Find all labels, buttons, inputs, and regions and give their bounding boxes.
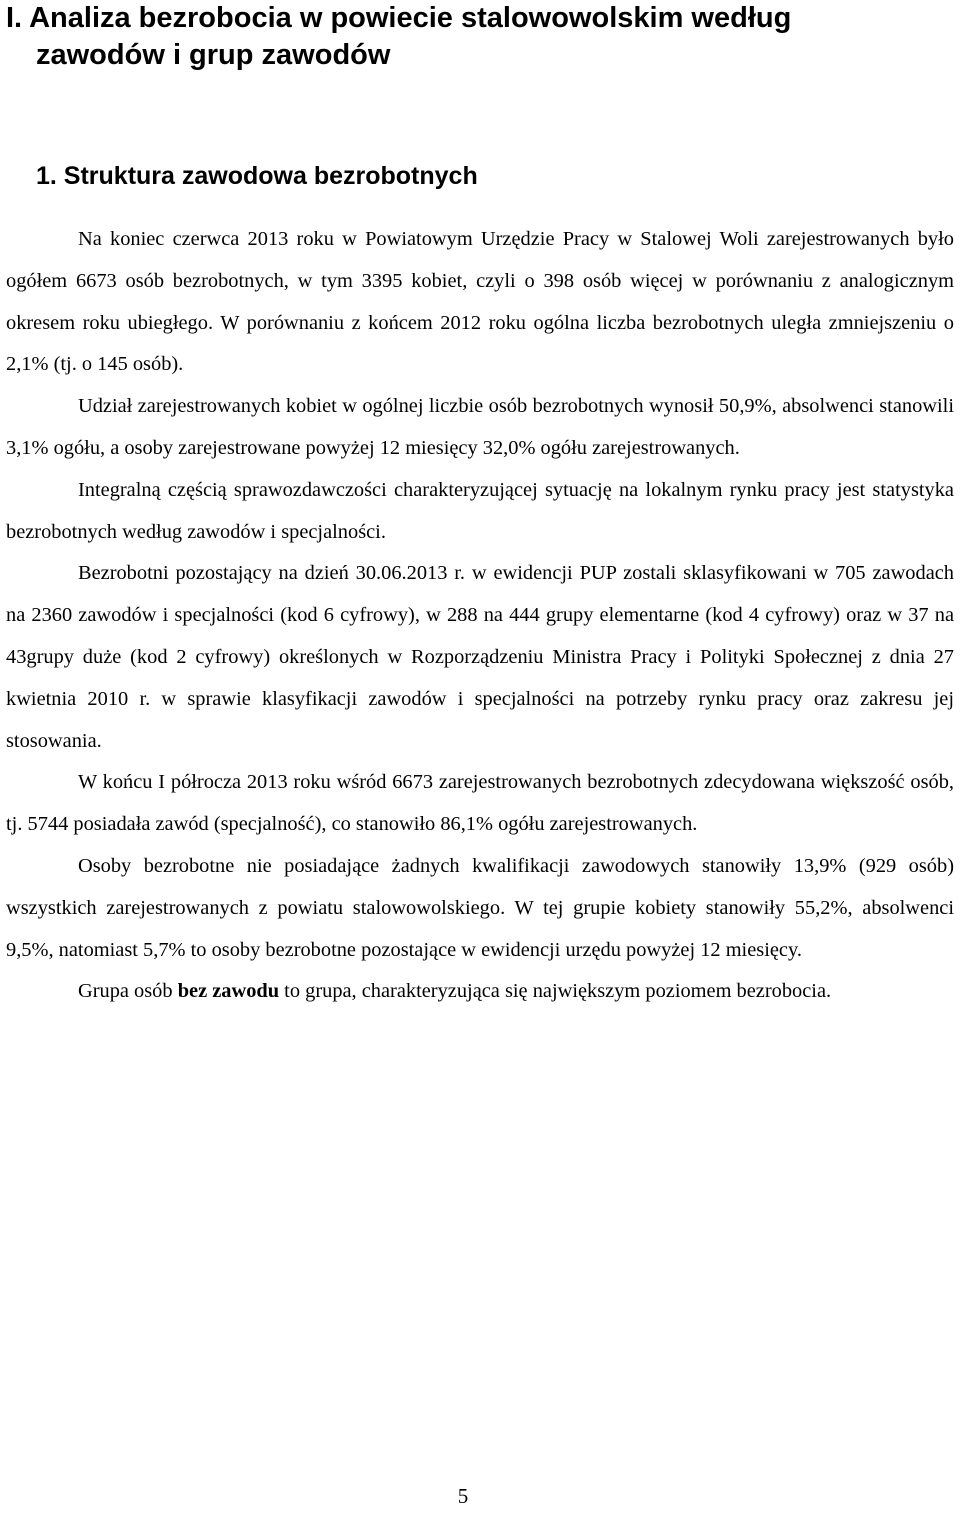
paragraph-7 xyxy=(6,971,954,1013)
paragraph-3: Integralną częścią sprawozdawczości charakteryzującej sytuację na lokalnym rynku pracy jest statystyka bezrobotnych według zawodów i specjalności. xyxy=(6,478,954,543)
body-text xyxy=(6,219,954,1013)
paragraph-7-start: Grupa osób xyxy=(78,980,178,1003)
chapter-heading-line2: zawodów i grup zawodów xyxy=(36,39,391,71)
paragraph-2: Udział zarejestrowanych kobiet w ogólnej liczbie osób bezrobotnych wynosił 50,9%, absolwenci stanowili 3,1% ogółu, a osoby zarejestrowane powyżej 12 miesięcy 32,0% ogółu zarejestrowanych. xyxy=(6,395,954,459)
paragraph-4: Bezrobotni pozostający na dzień 30.06.2013 r. w ewidencji PUP zostali sklasyfikowani w 705 zawodach na 2360 zawodów i specjalności (kod 6 cyfrowy), w 288 na 444 grupy elementarne (kod 4 cyfrowy) oraz w 37 na 43grupy duże (kod 2 cyfrowy) określonych w Rozporządzeniu Ministra Pracy i Polityki Społecznej z dnia 27 kwietnia 2010 r. w sprawie klasyfikacji zawodów i specjalności na potrzeby rynku pracy oraz zakresu jej stosowania. xyxy=(6,562,954,752)
chapter-heading xyxy=(6,0,936,74)
section-heading: 1. Struktura zawodowa bezrobotnych xyxy=(36,162,478,190)
chapter-heading-line1: I. Analiza bezrobocia w powiecie stalowowolskim według xyxy=(6,2,792,34)
paragraph-5: W końcu I półrocza 2013 roku wśród 6673 zarejestrowanych bezrobotnych zdecydowana większość osób, tj. 5744 posiadała zawód (specjalność), co stanowiło 86,1% ogółu zarejestrowanych. xyxy=(6,771,954,836)
paragraph-7-end: to grupa, charakteryzująca się największym poziomem bezrobocia. xyxy=(279,980,832,1003)
paragraph-6: Osoby bezrobotne nie posiadające żadnych kwalifikacji zawodowych stanowiły 13,9% (929 osób) wszystkich zarejestrowanych z powiatu stalowowolskiego. W tej grupie kobiety stanowiły 55,2%, absolwenci 9,5%, natomiast 5,7% to osoby bezrobotne pozostające w ewidencji urzędu powyżej 12 miesięcy. xyxy=(6,854,954,961)
page-number: 5 xyxy=(457,1484,469,1508)
paragraph-1: Na koniec czerwca 2013 roku w Powiatowym Urzędzie Pracy w Stalowej Woli zarejestrowanych było ogółem 6673 osób bezrobotnych, w tym 3395 kobiet, czyli o 398 osób więcej w porównaniu z analogicznym okresem roku ubiegłego. W porównaniu z końcem 2012 roku ogólna liczba bezrobotnych uległa zmniejszeniu o 2,1% (tj. o 145 osób). xyxy=(6,228,954,376)
paragraph-7-bold: bez zawodu xyxy=(177,980,280,1003)
